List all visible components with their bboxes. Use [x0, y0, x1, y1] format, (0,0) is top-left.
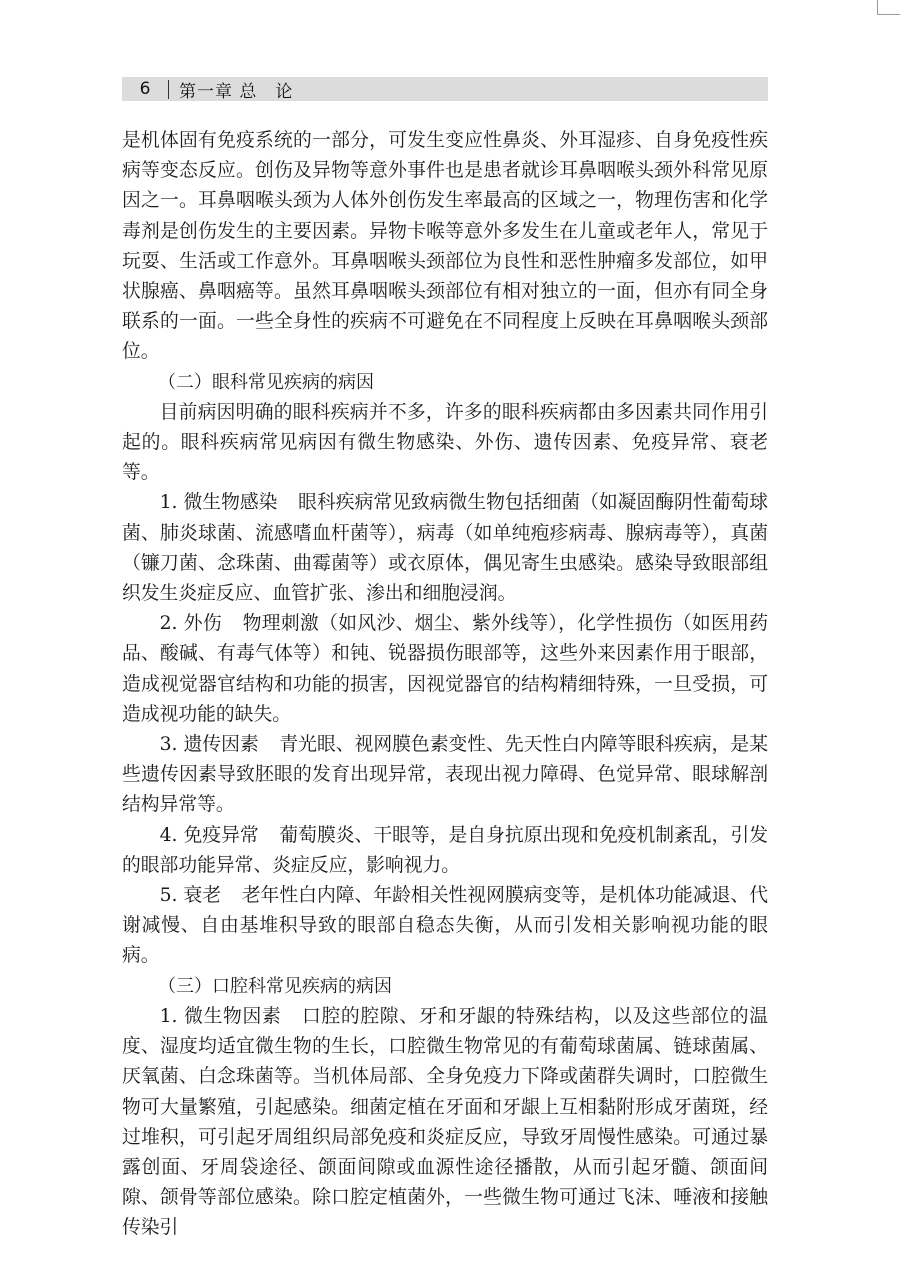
item-title: 1. 微生物因素: [159, 1005, 282, 1027]
oral-item-1: [122, 1002, 768, 1244]
eye-item-4: [122, 821, 768, 881]
section-heading-eye: （二）眼科常见疾病的病因: [158, 371, 374, 393]
header-divider: [168, 80, 169, 99]
running-header: [122, 77, 768, 101]
item-body: 物理刺激（如风沙、烟尘、紫外线等），化学性损伤（如医用药品、酸碱、有毒气体等）和钝、锐器损伤眼部等，这些外来因素作用于眼部，造成视觉器官结构和功能的损害，因视觉器官的结构精细特殊，一旦受损，可造成视功能的缺失。: [122, 613, 768, 725]
eye-item-2: [122, 609, 768, 730]
paragraph-eye-intro: 目前病因明确的眼科疾病并不多，许多的眼科疾病都由多因素共同作用引起的。眼科疾病常见病因有微生物感染、外伤、遗传因素、免疫异常、衰老等。: [122, 401, 768, 484]
item-title: 1. 微生物感染: [159, 492, 278, 514]
body-text: [122, 126, 768, 1244]
item-body: 青光眼、视网膜色素变性、先天性白内障等眼科疾病，是某些遗传因素导致胚眼的发育出现异常，表现出视力障碍、色觉异常、眼球解剖结构异常等。: [122, 734, 769, 816]
item-body: 葡萄膜炎、干眼等，是自身抗原出现和免疫机制紊乱，引发的眼部功能异常、炎症反应，影响视力。: [122, 824, 769, 876]
item-title: 3. 遗传因素: [159, 734, 259, 756]
item-body: 老年性白内障、年龄相关性视网膜病变等，是机体功能减退、代谢减慢、自由基堆积导致的眼部自稳态失衡，从而引发相关影响视功能的眼病。: [122, 885, 769, 967]
eye-item-1: [122, 488, 768, 609]
page-number: 6: [139, 79, 151, 99]
item-title: 2. 外伤: [159, 613, 223, 635]
item-body: 眼科疾病常见致病微生物包括细菌（如凝固酶阴性葡萄球菌、肺炎球菌、流感嗜血杆菌等），病毒（如单纯疱疹病毒、腺病毒等），真菌（镰刀菌、念珠菌、曲霉菌等）或衣原体，偶见寄生虫感染。感染导致眼部组织发生炎症反应、血管扩张、渗出和细胞浸润。: [122, 492, 769, 605]
section-heading-oral: （三）口腔科常见疾病的病因: [158, 975, 392, 997]
item-title: 4. 免疫异常: [159, 824, 259, 846]
page-corner-mark: [877, 0, 900, 15]
paragraph-continuation: 是机体固有免疫系统的一部分，可发生变应性鼻炎、外耳湿疹、自身免疫性疾病等变态反应。创伤及异物等意外事件也是患者就诊耳鼻咽喉头颈外科常见原因之一。耳鼻咽喉头颈为人体外创伤发生率最高的区域之一，物理伤害和化学毒剂是创伤发生的主要因素。异物卡喉等意外多发生在儿童或老年人，常见于玩耍、生活或工作意外。耳鼻咽喉头颈部位为良性和恶性肿瘤多发部位，如甲状腺癌、鼻咽癌等。虽然耳鼻咽喉头颈部位有相对独立的一面，但亦有同全身联系的一面。一些全身性的疾病不可避免在不同程度上反映在耳鼻咽喉头颈部位。: [122, 130, 768, 363]
item-body: 口腔的腔隙、牙和牙龈的特殊结构，以及这些部位的温度、湿度均适宜微生物的生长，口腔微生物常见的有葡萄球菌属、链球菌属、厌氧菌、白念珠菌等。当机体局部、全身免疫力下降或菌群失调时，口腔微生物可大量繁殖，引起感染。细菌定植在牙面和牙龈上互相黏附形成牙菌斑，经过堆积，可引起牙周组织局部免疫和炎症反应，导致牙周慢性感染。可通过暴露创面、牙周袋途径、颌面间隙或血源性途径播散，从而引起牙髓、颌面间隙、颌骨等部位感染。除口腔定植菌外，一些微生物可通过飞沫、唾液和接触传染引: [122, 1005, 768, 1239]
item-title: 5. 衰老: [159, 885, 222, 907]
chapter-title: 第一章 总 论: [179, 81, 294, 102]
eye-item-5: [122, 881, 768, 972]
eye-item-3: [122, 730, 768, 821]
